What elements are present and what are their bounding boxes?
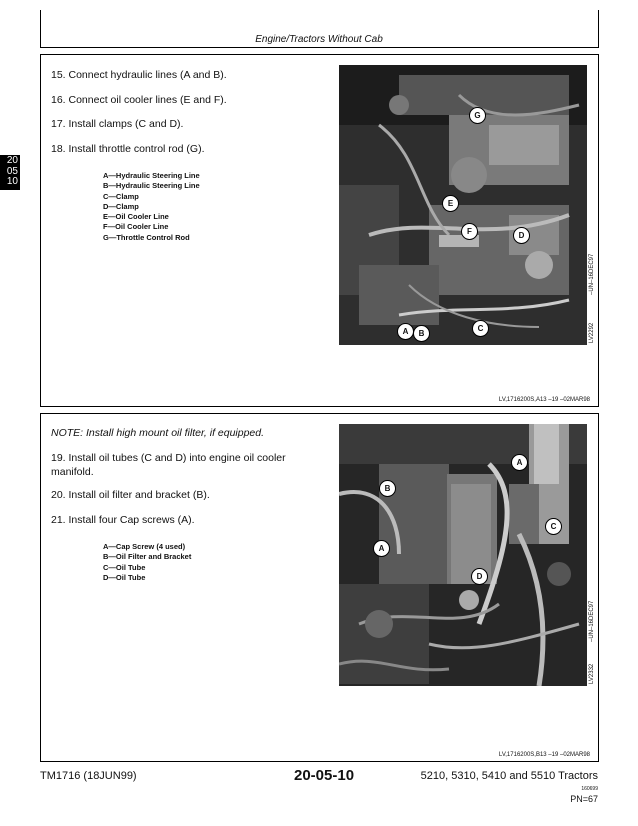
callout-a-label: A <box>402 327 409 336</box>
step-18: 18. Install throttle control rod (G). <box>51 143 205 155</box>
engine-photo-1-drawing <box>339 65 587 345</box>
legend-item-d: D—Clamp <box>103 201 139 211</box>
callout-c-label: C <box>477 324 484 333</box>
engine-photo-1 <box>339 65 587 345</box>
header-rule <box>40 47 599 48</box>
footer-manual: TM1716 (18JUN99) <box>40 770 137 782</box>
side-tab-line-3: 10 <box>6 176 18 187</box>
section-2-image-date: –UN–16DEC97 <box>589 600 595 642</box>
callout-f-label: F <box>467 227 472 236</box>
legend2-item-b: B—Oil Filter and Bracket <box>103 552 192 562</box>
step-16: 16. Connect oil cooler lines (E and F). <box>51 94 227 106</box>
callout2-a2-label: A <box>378 544 385 553</box>
section-side-tab <box>0 155 20 190</box>
section-1-reference: LV,1716200S,A13 –19 –02MAR98 <box>498 397 590 403</box>
legend-item-g: G—Throttle Control Rod <box>103 232 190 242</box>
section-1-image-date: –UN–16DEC97 <box>589 253 595 295</box>
step-17: 17. Install clamps (C and D). <box>51 118 184 130</box>
footer-pn: PN=67 <box>570 794 598 804</box>
callout-c <box>472 320 489 337</box>
section-1-panel <box>40 54 599 407</box>
section-1-image-code: LV2292 <box>589 322 595 343</box>
callout-f <box>461 223 478 240</box>
callout-d-label: D <box>518 231 525 240</box>
section-2-legend <box>103 542 191 583</box>
callout2-a2 <box>373 540 390 557</box>
engine-photo-2 <box>339 424 587 686</box>
legend-item-f: F—Oil Cooler Line <box>103 222 169 232</box>
callout-e <box>442 195 459 212</box>
section-2-panel <box>40 413 599 762</box>
page-header-title: Engine/Tractors Without Cab <box>255 34 383 45</box>
callout-b <box>413 325 430 342</box>
section-2-image-code: LV2332 <box>589 663 595 684</box>
legend2-item-c: C—Oil Tube <box>103 562 146 572</box>
callout-g-label: G <box>474 111 481 120</box>
callout2-a <box>511 454 528 471</box>
step-21: 21. Install four Cap screws (A). <box>51 514 195 526</box>
step-20: 20. Install oil filter and bracket (B). <box>51 489 210 501</box>
callout-g <box>469 107 486 124</box>
legend-item-e: E—Oil Cooler Line <box>103 212 169 222</box>
callout-d <box>513 227 530 244</box>
step-15: 15. Connect hydraulic lines (A and B). <box>51 69 227 81</box>
footer-page-number: 20-05-10 <box>294 767 355 784</box>
callout-e-label: E <box>447 199 454 208</box>
callout-b-label: B <box>418 329 425 338</box>
section-1-legend <box>103 171 200 243</box>
install-note: NOTE: Install high mount oil filter, if equipped. <box>51 427 265 439</box>
section-2-reference: LV,1716200S,B13 –19 –02MAR98 <box>498 752 590 758</box>
step-19: 19. Install oil tubes (C and D) into engine oil cooler manifold. <box>51 452 286 478</box>
callout2-c <box>545 518 562 535</box>
side-tab-line-2: 05 <box>6 165 18 177</box>
callout2-b-label: B <box>384 484 391 493</box>
legend2-item-d: D—Oil Tube <box>103 572 146 582</box>
callout2-d-label: D <box>476 572 483 581</box>
callout-a <box>397 323 414 340</box>
legend2-item-a: A—Cap Screw (4 used) <box>103 542 186 551</box>
callout2-c-label: C <box>550 522 557 531</box>
legend-item-a: A—Hydraulic Steering Line <box>103 171 200 180</box>
callout2-a-label: A <box>516 458 523 467</box>
footer-small-code: 160699 <box>581 786 598 792</box>
legend-item-c: C—Clamp <box>103 191 139 201</box>
callout2-b <box>379 480 396 497</box>
callout2-d <box>471 568 488 585</box>
legend-item-b: B—Hydraulic Steering Line <box>103 181 200 191</box>
side-tab-line-1: 20 <box>6 155 18 166</box>
footer-models: 5210, 5310, 5410 and 5510 Tractors <box>420 770 598 782</box>
